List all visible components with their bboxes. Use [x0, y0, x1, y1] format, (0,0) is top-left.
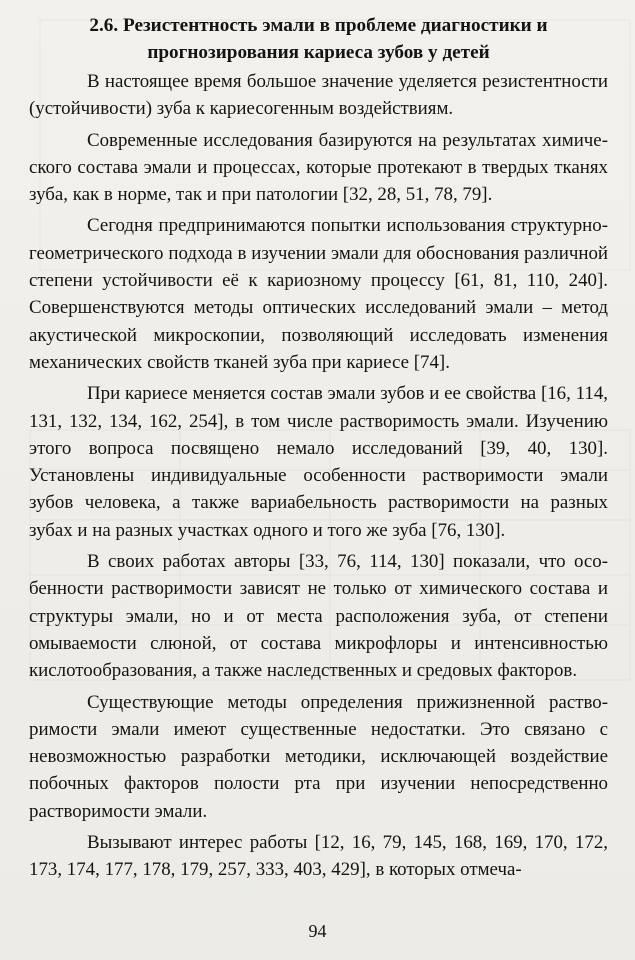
page-number: 94 [308, 921, 327, 941]
paragraph-4: При кариесе меняется состав эмали зубов и ее свойства [16, 114, 131, 132, 134, 162, 254], в том числе растворимость эмали. Изучению этого вопроса посвящено немало исследований [39, 40, 130]. Установлены индивидуальные особенности растворимости эмали зубов человека, а также вариабельность растворимости на разных зубах и на разных участках одного и того же зуба [76, 130]. [29, 383, 608, 541]
section-heading [29, 12, 608, 66]
section-heading-line-2: прогнозирования кариеса зубов у детей [147, 42, 490, 63]
paragraph-7: Вызывают интерес работы [12, 16, 79, 145, 168, 169, 170, 172, 173, 174, 177, 178, 179, 257, 333, 403, 429], в которых отмеча- [29, 832, 608, 881]
paragraph-1: В настоящее время большое значение уделяется резистентности (устойчивости) зуба к кариесогенным воздействиям. [29, 71, 608, 120]
paragraph-3: Сегодня предпринимаются попытки использования структурно-геометрического подхода в изучении эмали для обоснования различной степени устойчивости её к кариозному процессу [61, 81, 110, 240]. Совершенствуются методы оптических исследований эмали – метод акустической микроскопии, позволяющий исследовать изменения механических свойств тканей зуба при кариесе [74]. [29, 215, 608, 373]
section-heading-line-1: 2.6. Резистентность эмали в проблеме диагностики и [89, 15, 548, 36]
paragraph-5: В своих работах авторы [33, 76, 114, 130] показали, что особенности растворимости зависят не только от химического состава и структуры эмали, но и от места расположения зуба, от степени омываемости слюной, от состава микрофлоры и интенсивностью кислотообразования, а также наследственных и средовых факторов. [29, 551, 608, 682]
paragraph-6: Существующие методы определения прижизненной растворимости эмали имеют существенные недостатки. Это связано с невозможностью разработки методики, исключающей воздействие побочных факторов полости рта при изучении непосредственно растворимости эмали. [29, 691, 608, 822]
paragraph-2: Современные исследования базируются на результатах химического состава эмали и процессах, которые протекают в твердых тканях зуба, как в норме, так и при патологии [32, 28, 51, 78, 79]. [29, 129, 608, 206]
